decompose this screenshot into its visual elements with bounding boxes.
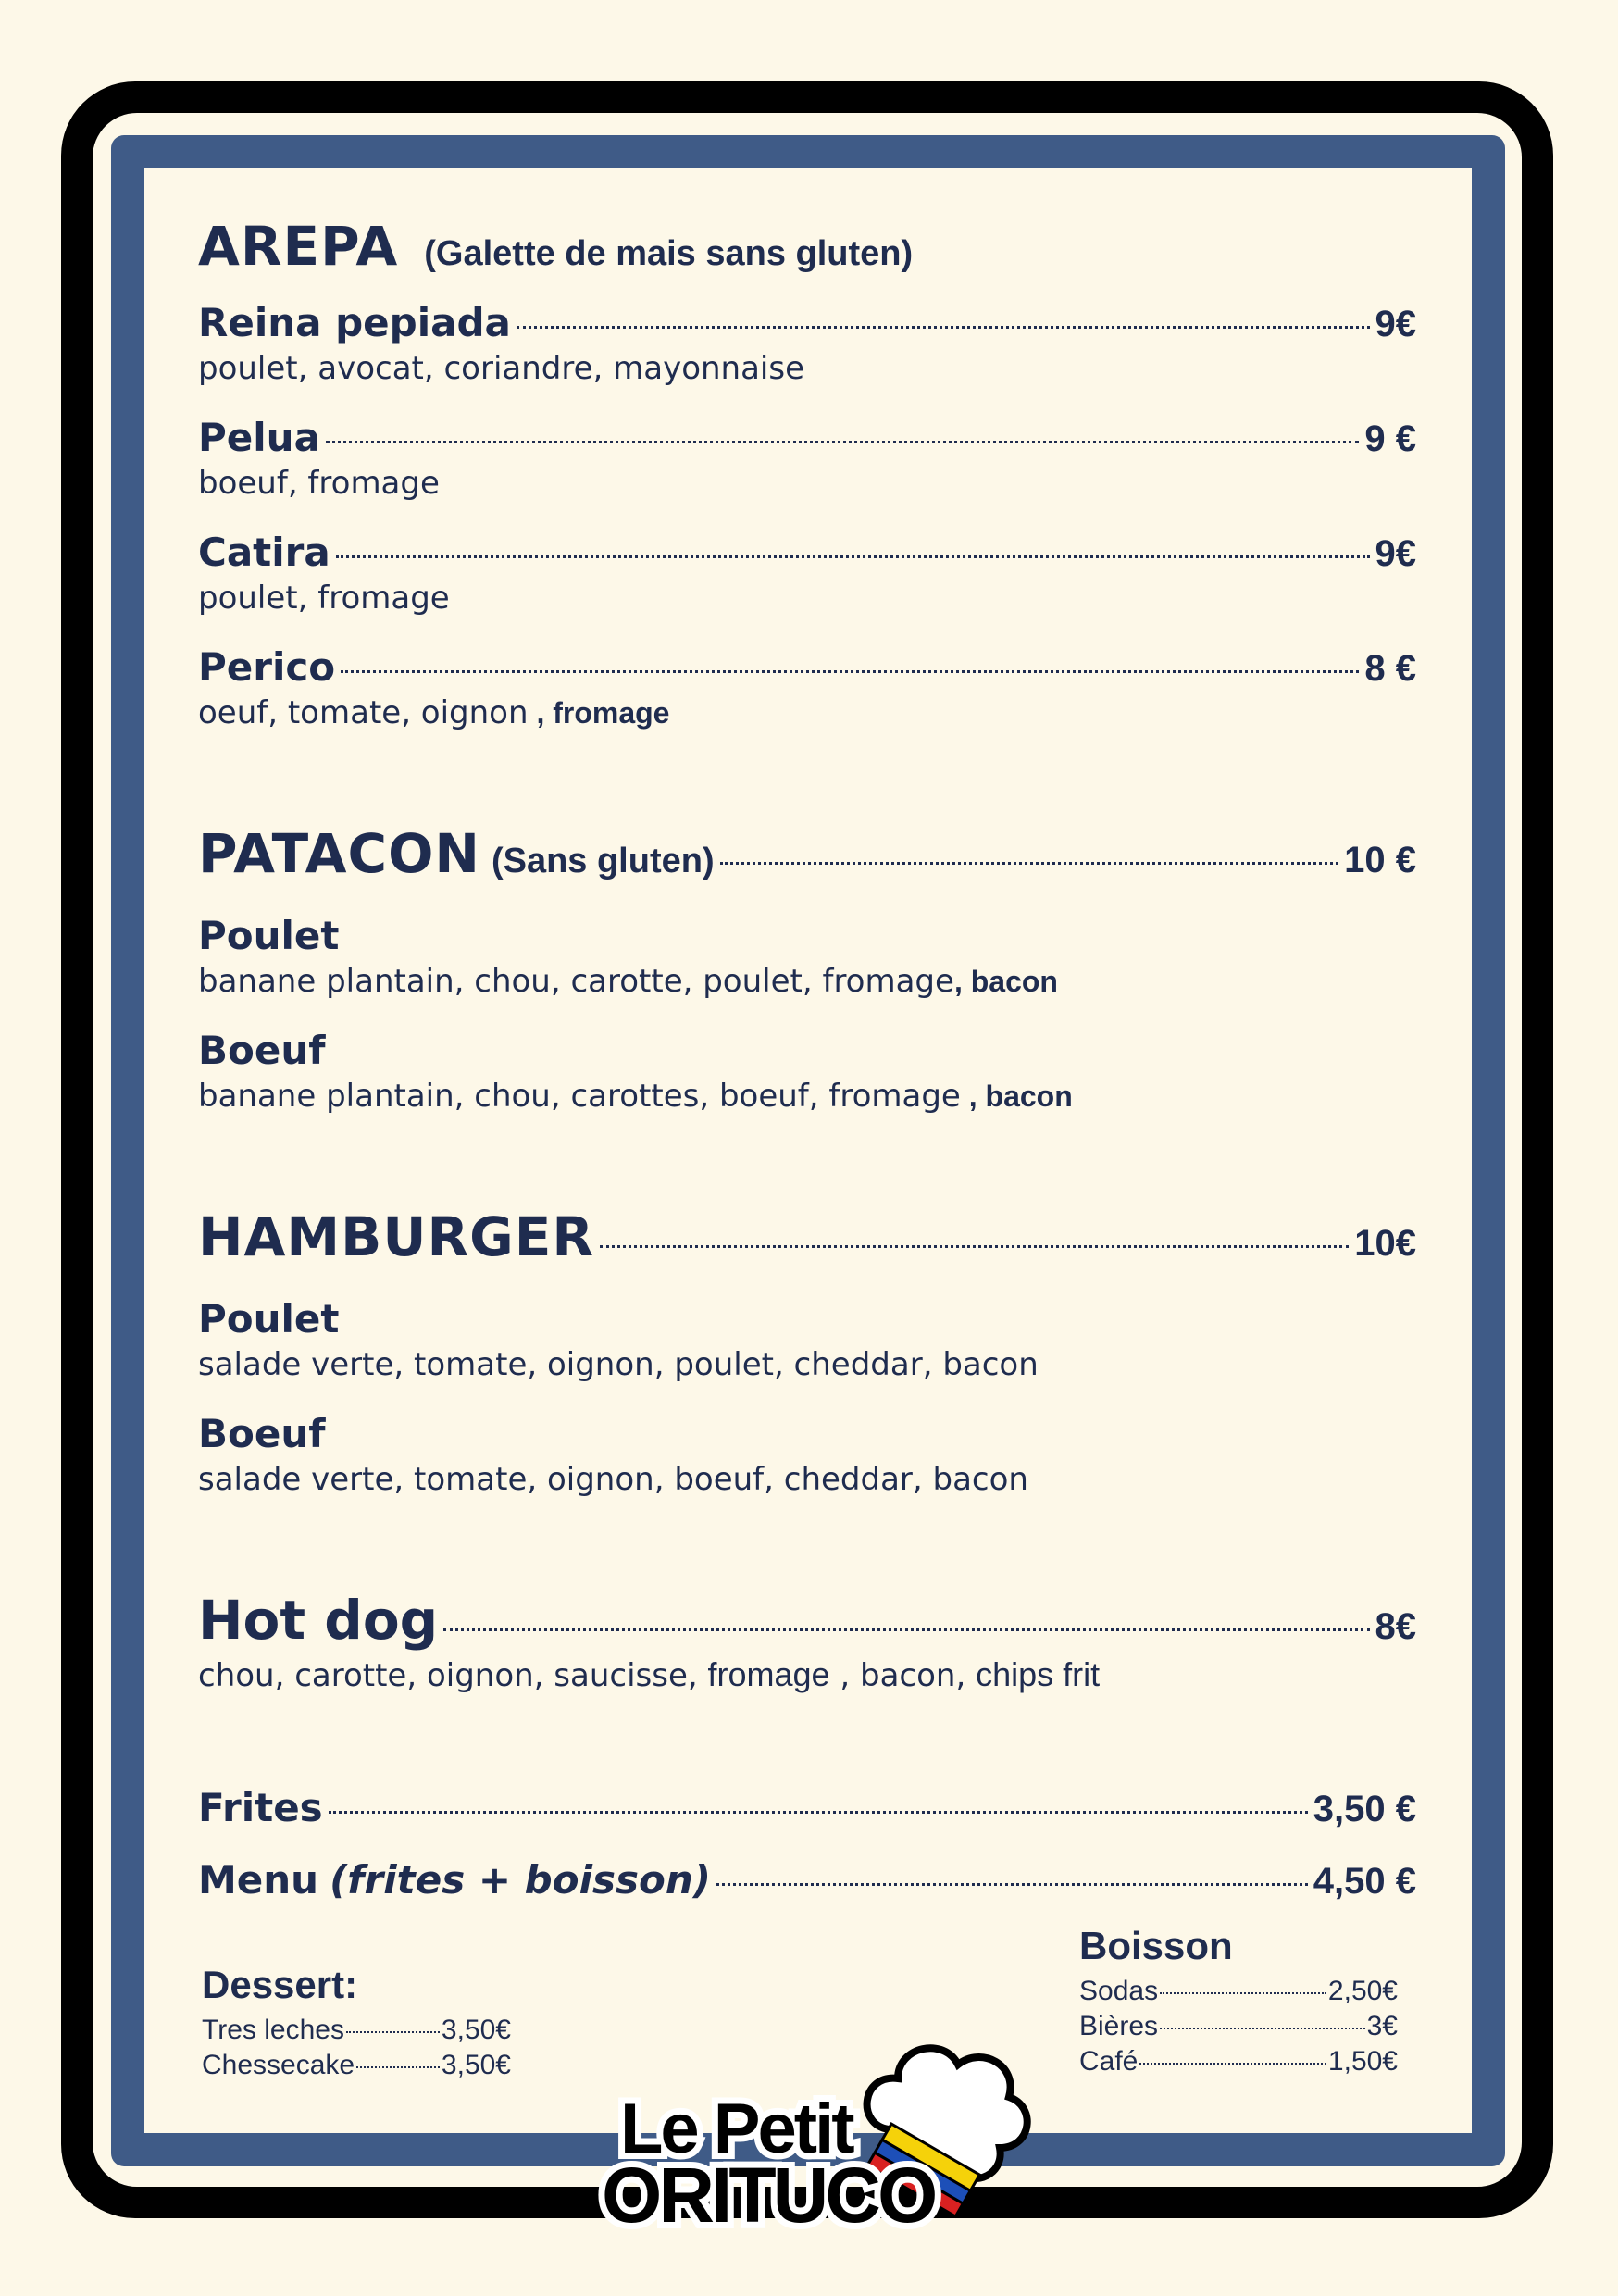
boisson-item <box>1079 1976 1398 2007</box>
hotdog-price: 8€ <box>1375 1606 1416 1647</box>
desc-extra: , bacon <box>953 965 1058 998</box>
arepa-item-desc <box>198 580 450 617</box>
logo-line2: ORITUCO <box>602 2152 935 2231</box>
menu-combo-detail: (frites + boisson) <box>330 1857 711 1903</box>
leader-dots <box>1160 1992 1326 1994</box>
arepa-subtitle: (Galette de mais sans gluten) <box>424 234 914 273</box>
leader-dots <box>1139 2063 1326 2065</box>
leader-dots <box>517 326 1370 329</box>
hamburger-item-desc <box>198 1346 1039 1383</box>
boisson-item <box>1079 2046 1398 2078</box>
desc-text: banane plantain, chou, carottes, boeuf, fromage <box>198 1078 961 1115</box>
desc-extra: fromage <box>707 1655 830 1693</box>
desc-extra: chips frit <box>976 1655 1101 1693</box>
patacon-item-row <box>198 1028 326 1073</box>
hotdog-title: Hot dog <box>198 1589 439 1652</box>
frites-name: Frites <box>198 1785 323 1830</box>
hamburger-item-desc <box>198 1461 1028 1498</box>
patacon-subtitle: (Sans gluten) <box>491 842 715 880</box>
arepa-item-row <box>198 415 1416 460</box>
arepa-item-price: 8 € <box>1364 648 1416 689</box>
patacon-item-desc <box>198 1078 1073 1115</box>
desc-text: salade verte, tomate, oignon, poulet, cheddar, bacon <box>198 1346 1039 1383</box>
arepa-item-row <box>198 300 1416 345</box>
logo-line1: Le Petit <box>620 2090 853 2168</box>
arepa-item-price: 9€ <box>1375 533 1416 574</box>
dessert-item-name: Tres leches <box>202 2015 344 2045</box>
leader-dots <box>356 2066 440 2068</box>
arepa-item-desc <box>198 350 804 387</box>
menu-panel <box>144 168 1472 2133</box>
desc-text: boeuf, fromage <box>198 465 440 502</box>
desc-extra: , bacon <box>960 1079 1073 1113</box>
patacon-item-name: Poulet <box>198 913 340 958</box>
leader-dots <box>346 2031 440 2033</box>
desc-text: poulet, fromage <box>198 580 450 617</box>
leader-dots <box>341 670 1359 673</box>
arepa-item-desc <box>198 465 440 502</box>
boisson-title: Boisson <box>1079 1924 1233 1967</box>
boisson-item-name: Sodas <box>1079 1976 1159 2006</box>
desc-extra: , fromage <box>528 696 670 730</box>
patacon-item-name: Boeuf <box>198 1028 326 1073</box>
frites-row <box>198 1785 1416 1830</box>
arepa-item-row <box>198 644 1416 690</box>
arepa-item-name: Pelua <box>198 415 320 460</box>
arepa-item-row <box>198 530 1416 575</box>
menu-combo-row <box>198 1857 1416 1903</box>
boisson-item-price: 1,50€ <box>1327 2046 1398 2077</box>
hamburger-item-name: Poulet <box>198 1296 340 1341</box>
boisson-item-name: Bières <box>1079 2011 1159 2041</box>
leader-dots <box>336 555 1370 558</box>
hamburger-item-row <box>198 1411 326 1456</box>
hamburger-item-row <box>198 1296 340 1341</box>
desc-text: , bacon, <box>829 1657 966 1694</box>
patacon-title: PATACON <box>198 822 480 885</box>
patacon-heading <box>198 822 1416 885</box>
leader-dots <box>443 1628 1369 1631</box>
arepa-item-name: Perico <box>198 644 336 690</box>
patacon-item-row <box>198 913 340 958</box>
leader-dots <box>326 441 1359 443</box>
dessert-item-name: Chessecake <box>202 2050 355 2080</box>
menu-combo-name: Menu <box>198 1857 319 1903</box>
hamburger-item-name: Boeuf <box>198 1411 326 1456</box>
arepa-item-price: 9€ <box>1375 304 1416 344</box>
arepa-title: AREPA <box>198 215 399 278</box>
boisson-item-name: Café <box>1079 2046 1139 2077</box>
patacon-price: 10 € <box>1344 840 1416 880</box>
leader-dots <box>720 862 1339 865</box>
leader-dots <box>1160 2028 1365 2029</box>
boisson-item-price: 3€ <box>1366 2011 1398 2041</box>
desc-text: poulet, avocat, coriandre, mayonnaise <box>198 350 805 387</box>
leader-dots <box>600 1245 1349 1248</box>
hamburger-heading <box>198 1205 1416 1268</box>
arepa-item-name: Reina pepiada <box>198 300 511 345</box>
dessert-item-price: 3,50€ <box>441 2015 511 2045</box>
desc-text: chou, carotte, oignon, saucisse, <box>198 1657 698 1694</box>
desc-text: salade verte, tomate, oignon, boeuf, cheddar, bacon <box>198 1461 1028 1498</box>
leader-dots <box>329 1811 1308 1814</box>
dessert-item-price: 3,50€ <box>441 2050 511 2080</box>
dessert-item <box>202 2050 511 2081</box>
menu-combo-price: 4,50 € <box>1313 1861 1416 1902</box>
dessert-item <box>202 2015 511 2046</box>
hotdog-desc <box>198 1655 1100 1694</box>
frites-price: 3,50 € <box>1313 1789 1416 1829</box>
desc-text: oeuf, tomate, oignon <box>198 694 529 731</box>
arepa-item-name: Catira <box>198 530 330 575</box>
boisson-item-price: 2,50€ <box>1327 1976 1398 2006</box>
arepa-item-price: 9 € <box>1364 418 1416 459</box>
le-petit-orituco-logo <box>592 1990 1037 2231</box>
leader-dots <box>716 1883 1308 1886</box>
arepa-heading <box>198 215 1475 278</box>
boisson-item <box>1079 2011 1398 2042</box>
hamburger-price: 10€ <box>1354 1223 1416 1264</box>
patacon-item-desc <box>198 963 1058 1000</box>
arepa-item-desc <box>198 694 669 731</box>
dessert-title: Dessert: <box>202 1963 358 2006</box>
hamburger-title: HAMBURGER <box>198 1205 594 1268</box>
desc-text: banane plantain, chou, carotte, poulet, fromage <box>198 963 954 1000</box>
hotdog-heading <box>198 1589 1416 1652</box>
